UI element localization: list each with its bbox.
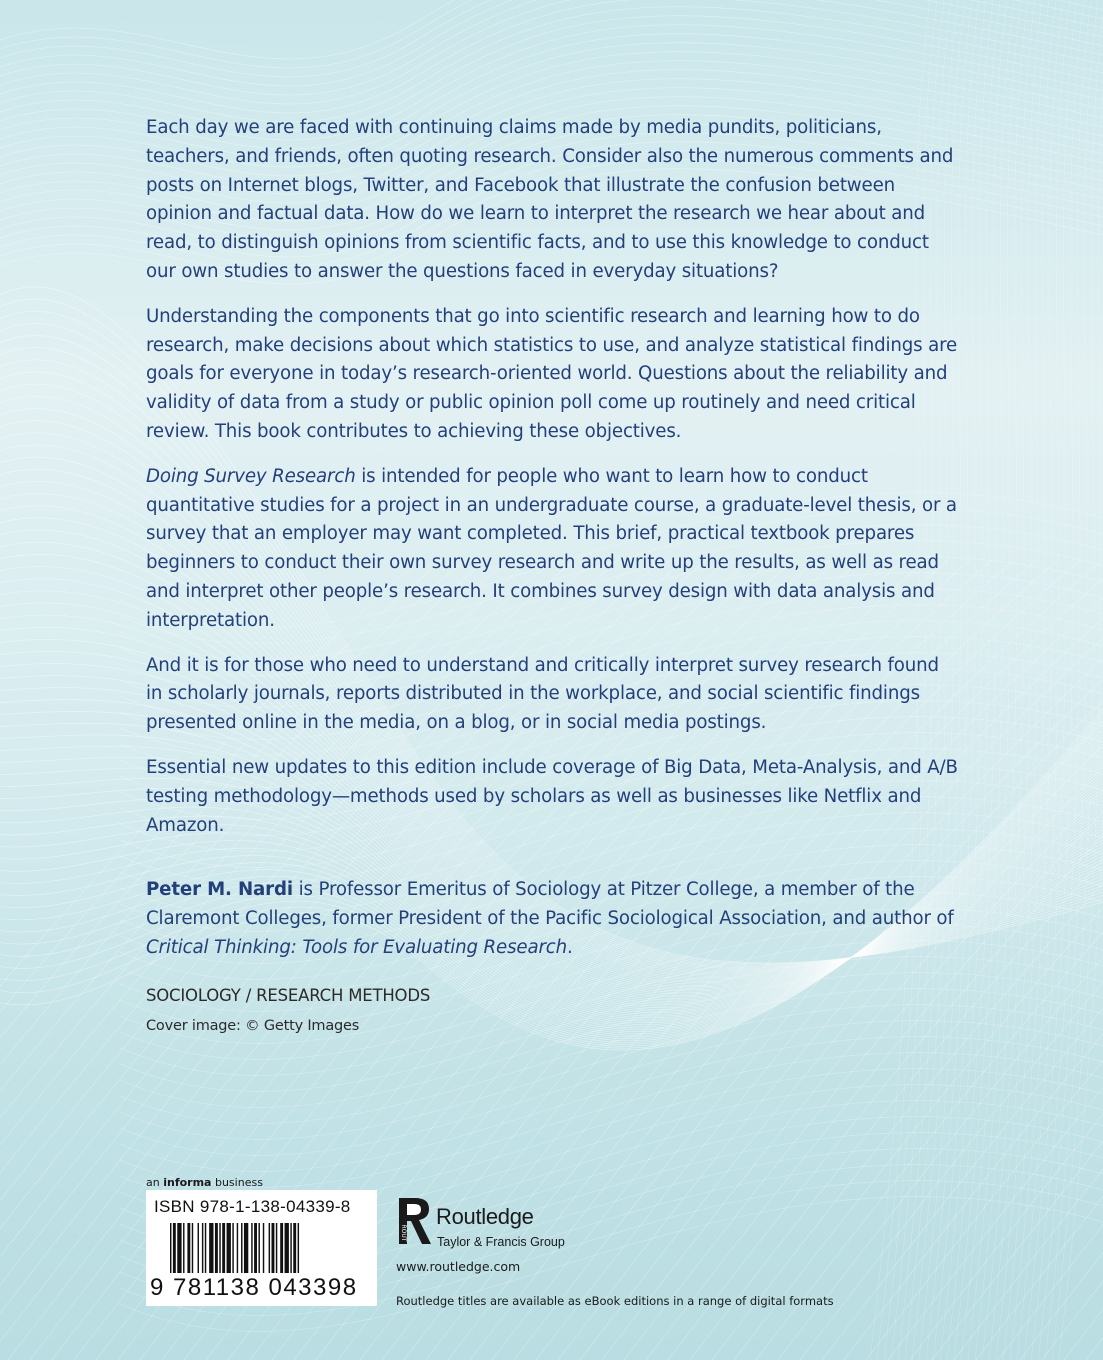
cover-image-credit: Cover image: © Getty Images — [146, 1018, 360, 1034]
informa-suffix: business — [211, 1176, 263, 1189]
publisher-group: Taylor & Francis Group — [437, 1235, 565, 1249]
informa-prefix: an — [146, 1176, 164, 1189]
author-bio — [146, 876, 958, 962]
author-bio-end: . — [567, 936, 573, 958]
blurb-paragraph-2: Understanding the components that go into scientific research and learning how to do research, make decisions about which statistics to use, and analyze statistical findings are goals for everyone in today’s research-oriented world. Questions about the reliability and validity of data from a study or public opinion poll come up routinely and need critical review. This book contributes to achieving these objectives. — [146, 305, 958, 442]
routledge-logo-icon — [393, 1196, 435, 1246]
publisher-url: www.routledge.com — [396, 1259, 521, 1274]
subject-category: SOCIOLOGY / RESEARCH METHODS — [146, 986, 431, 1005]
blurb-paragraph-3-text: is intended for people who want to learn how to conduct quantitative studies for a project in an undergraduate course, a graduate-level thesis, or a survey that an employer may want completed. This brief, practical textbook prepares beginners to conduct their own survey research and write up the results, as well as read and interpret other people’s research. It combines survey design with data analysis and interpretation. — [146, 465, 957, 631]
back-cover-text — [146, 114, 958, 979]
barcode-panel — [146, 1190, 377, 1306]
svg-text:ROUT: ROUT — [400, 1224, 407, 1242]
blurb-paragraph-4: And it is for those who need to understand and critically interpret survey research found in scholarly journals, reports distributed in the workplace, and social scientific findings presented online in the media, on a blog, or in social media postings. — [146, 654, 939, 734]
barcode-number: 9 781138 043398 — [150, 1274, 358, 1301]
barcode-bars — [170, 1223, 348, 1273]
blurb-paragraph-1: Each day we are faced with continuing claims made by media pundits, politicians, teachers, and friends, often quoting research. Consider also the numerous comments and posts on Internet blogs, Twitter, and Facebook that illustrate the confusion between opinion and factual data. How do we learn to interpret the research we hear about and read, to distinguish opinions from scientific facts, and to use this knowledge to conduct our own studies to answer the questions faced in everyday situations? — [146, 117, 954, 282]
isbn-label: ISBN 978-1-138-04339-8 — [154, 1197, 351, 1216]
publisher-name: Routledge — [436, 1204, 534, 1229]
author-bio-text: is Professor Emeritus of Sociology at Pitzer College, a member of the Claremont Colleges, former President of the Pacific Sociological Association, and author of — [146, 879, 954, 930]
blurb-paragraph-5: Essential new updates to this edition include coverage of Big Data, Meta-Analysis, and A/B testing methodology—methods used by scholars as well as businesses like Netflix and Amazon. — [146, 756, 958, 836]
informa-tagline — [146, 1176, 263, 1189]
author-other-book: Critical Thinking: Tools for Evaluating Research — [146, 936, 567, 958]
book-title: Doing Survey Research — [146, 465, 356, 487]
blurb-paragraph-3 — [146, 463, 964, 636]
author-name: Peter M. Nardi — [146, 879, 293, 901]
ebook-note: Routledge titles are available as eBook editions in a range of digital formats — [396, 1294, 834, 1308]
informa-brand: informa — [163, 1176, 212, 1189]
